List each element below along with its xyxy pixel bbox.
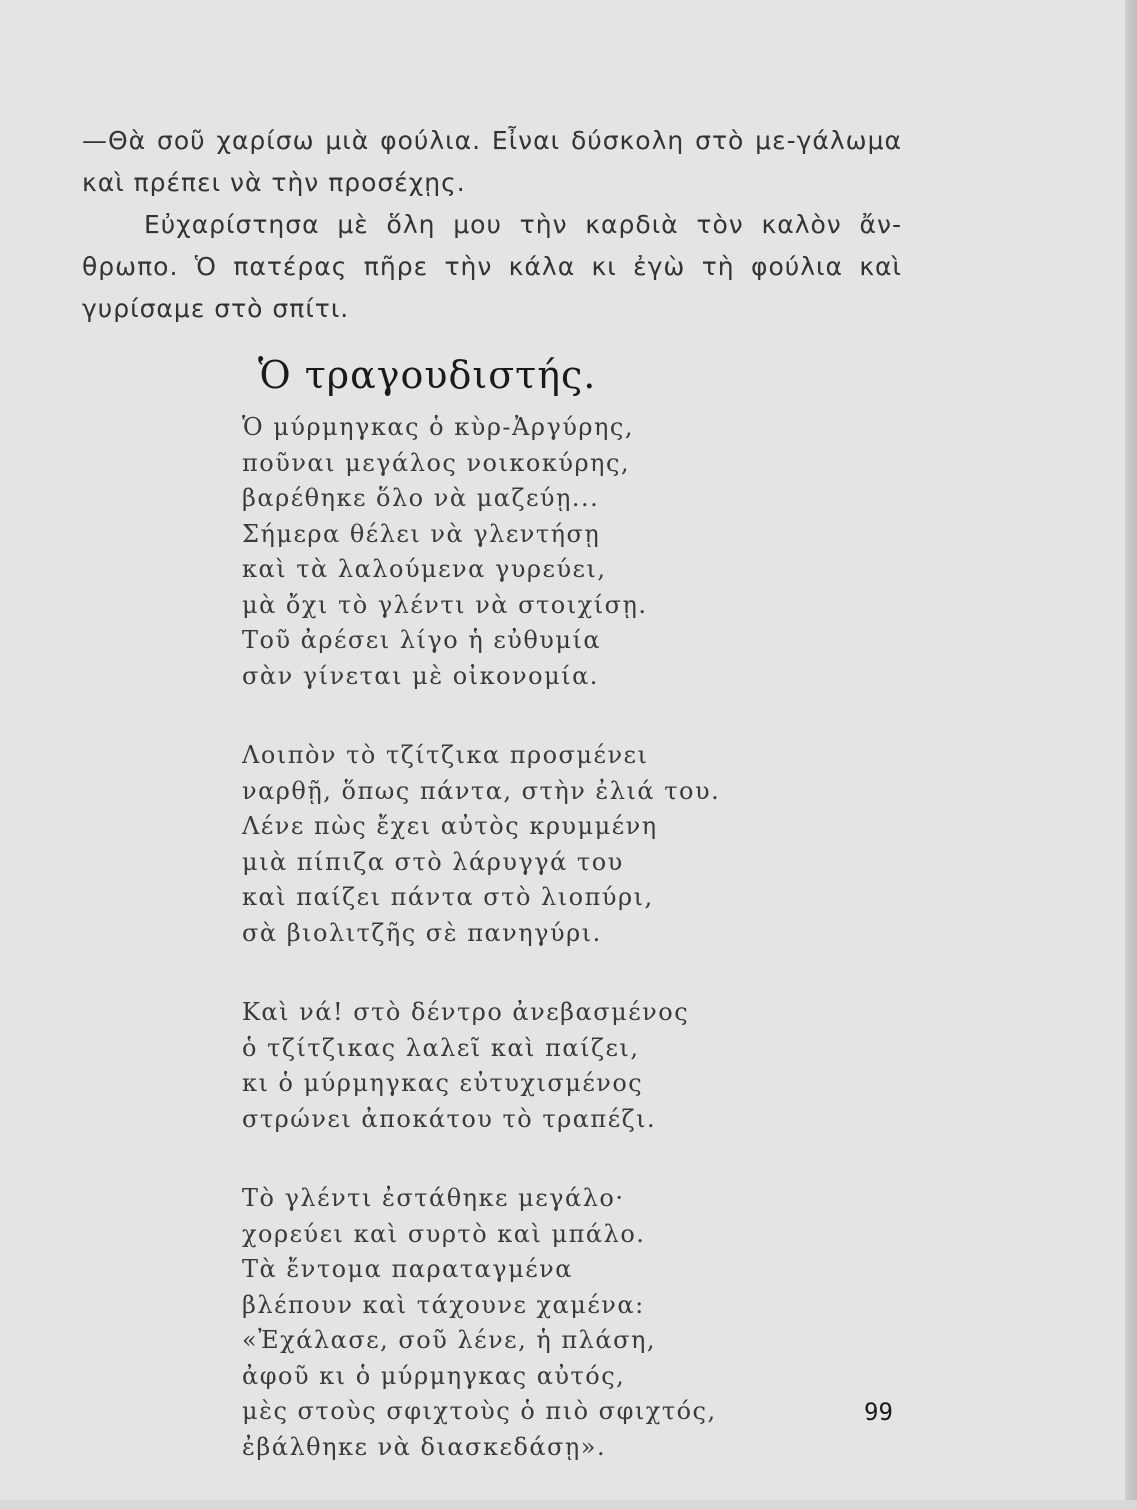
verse-line: μιὰ πίπιζα στὸ λάρυγγά του — [242, 847, 624, 876]
verse-line: Τὰ ἔντομα παραταγμένα — [242, 1255, 573, 1283]
prose-paragraph: Εὐχαρίστησα μὲ ὅλη μου τὴν καρδιὰ τὸν καλὸν ἄν-θρωπο. Ὁ πατέρας πῆρε τὴν κάλα κι ἐγὼ τὴ φούλια καὶ γυρίσαμε στὸ σπίτι. — [82, 210, 902, 323]
page-edge — [1125, 0, 1137, 1500]
verse-line: μὰ ὄχι τὸ γλέντι νὰ στοιχίσῃ. — [242, 590, 648, 619]
verse-line: καὶ παίζει πάντα στὸ λιοπύρι, — [242, 883, 654, 911]
verse-line: καὶ τὰ λαλούμενα γυρεύει, — [242, 555, 607, 583]
stanza — [242, 1181, 802, 1465]
verse-line: ἀφοῦ κι ὁ μύρμηγκας αὐτός, — [242, 1361, 626, 1390]
verse-line: σὰ βιολιτζῆς σὲ πανηγύρι. — [242, 918, 602, 947]
verse-line: χορεύει καὶ συρτὸ καὶ μπάλο. — [242, 1219, 646, 1248]
stanza — [242, 738, 802, 951]
stanza — [242, 995, 802, 1137]
verse-line: ναρθῇ, ὅπως πάντα, στὴν ἐλιά του. — [242, 776, 721, 805]
prose-section — [82, 120, 902, 330]
poem-title: Ὁ τραγουδιστής. — [258, 353, 597, 397]
verse-line: ἐβάλθηκε νὰ διασκεδάσῃ». — [242, 1432, 607, 1461]
verse-line: Λένε πὼς ἔχει αὐτὸς κρυμμένη — [242, 812, 658, 840]
verse-line: μὲς στοὺς σφιχτοὺς ὁ πιὸ σφιχτός, — [242, 1397, 717, 1425]
verse-line: ὁ τζίτζικας λαλεῖ καὶ παίζει, — [242, 1033, 640, 1062]
prose-paragraph: —Θὰ σοῦ χαρίσω μιὰ φούλια. Εἶναι δύσκολη στὸ με-γάλωμα καὶ πρέπει νὰ τὴν προσέχῃς. — [82, 126, 902, 197]
verse-line: Καὶ νά! στὸ δέντρο ἀνεβασμένος — [242, 998, 690, 1026]
verse-line: Τὸ γλέντι ἐστάθηκε μεγάλο· — [242, 1184, 625, 1212]
verse-line: ποῦναι μεγάλος νοικοκύρης, — [242, 448, 631, 477]
verse-line: βλέπουν καὶ τάχουνε χαμένα: — [242, 1290, 645, 1319]
verse-line: Τοῦ ἀρέσει λίγο ἡ εὐθυμία — [242, 626, 602, 654]
verse-line: Λοιπὸν τὸ τζίτζικα προσμένει — [242, 741, 649, 769]
verse-line: «Ἐχάλασε, σοῦ λένε, ἡ πλάση, — [242, 1326, 656, 1354]
page-number: 99 — [864, 1398, 893, 1426]
poem-body — [242, 410, 802, 1509]
verse-line: Σήμερα θέλει νὰ γλεντήσῃ — [242, 519, 601, 548]
verse-line: κι ὁ μύρμηγκας εὐτυχισμένος — [242, 1069, 644, 1097]
verse-line: σὰν γίνεται μὲ οἰκονομία. — [242, 661, 599, 690]
verse-line: στρώνει ἀποκάτου τὸ τραπέζι. — [242, 1104, 657, 1133]
verse-line: βαρέθηκε ὅλο νὰ μαζεύῃ... — [242, 484, 600, 512]
stanza — [242, 410, 802, 694]
verse-line: Ὁ μύρμηγκας ὁ κὺρ-Ἀργύρης, — [242, 413, 634, 441]
